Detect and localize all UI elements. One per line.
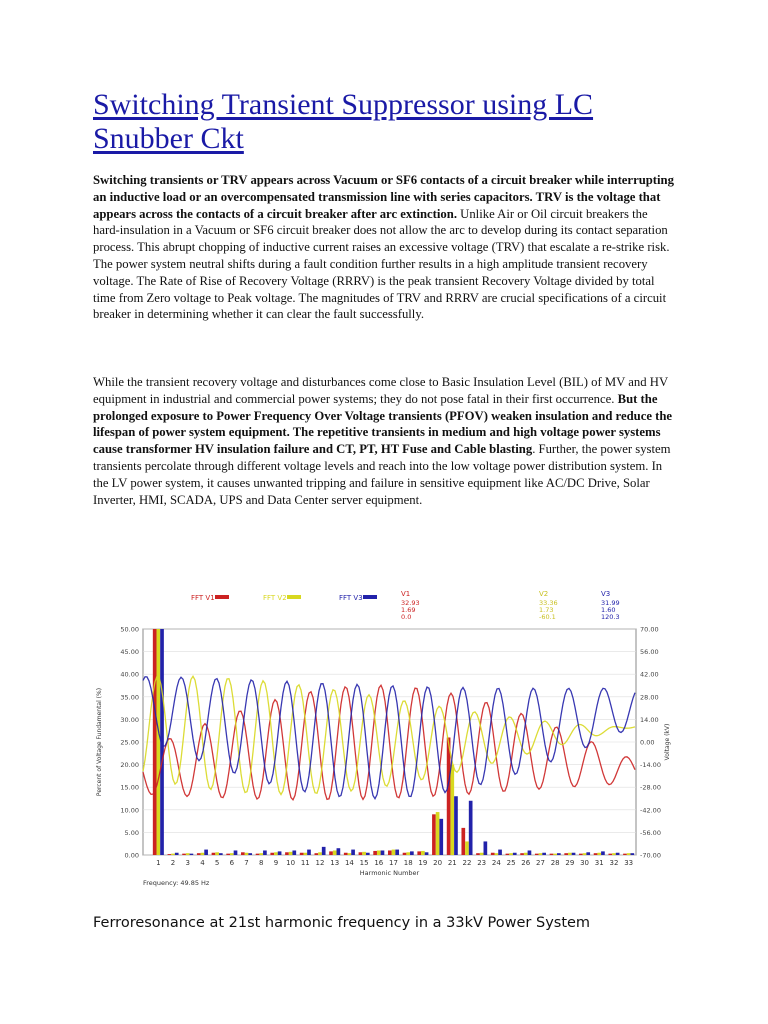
x-tick-label: 4: [200, 859, 205, 867]
article: [93, 88, 683, 507]
bar-fft-v2-h25: [509, 853, 513, 855]
bar-fft-v1-h29: [564, 853, 568, 855]
x-tick-label: 28: [550, 859, 560, 867]
x-tick-label: 19: [418, 859, 428, 867]
y2-axis-label: Voltage (kV): [664, 723, 671, 761]
legend-label-2: FFT V2: [263, 594, 287, 602]
paragraph-trv-rest: Unlike Air or Oil circuit breakers the hard-insulation in a Vacuum or SF6 circuit breaker does not allow the arc to develop during its contact separation process. This abrupt chopping of inductive current raises an excessive voltage (TRV) that escalate a re-strike risk. The power system neutral shifts during a fault condition further results in a high amplitude transient recovery voltage. The Rate of Rise of Recovery Voltage (RRRV) is the peak transient Recovery Voltage divided by total time from Zero voltage to Peak voltage. The magnitudes of TRV and RRRV are crucial specifications of a circuit breaker in determining whether it can clear the fault successfully.: [93, 206, 670, 322]
bar-fft-v2-h24: [495, 853, 499, 855]
paragraph-transients-start: While the transient recovery voltage and disturbances come close to Basic Insulation Level (BIL) of MV and HV equipment in industrial and commercial power systems; they do not pose fatal in their first occurrence.: [93, 375, 668, 406]
bar-fft-v1-h6: [226, 854, 230, 855]
bar-fft-v2-h6: [230, 853, 234, 855]
bar-fft-v3-h16: [381, 850, 385, 855]
bar-fft-v3-h30: [586, 852, 590, 855]
y2-tick-label: -56.00: [640, 828, 661, 837]
bar-fft-v3-h24: [498, 850, 502, 855]
bar-fft-v2-h17: [392, 850, 396, 855]
bar-fft-v2-h4: [201, 853, 205, 855]
x-tick-label: 16: [374, 859, 384, 867]
bar-fft-v3-h5: [219, 853, 223, 855]
bar-fft-v2-h19: [421, 851, 425, 855]
bar-fft-v3-h21: [454, 796, 458, 855]
y-tick-label: 5.00: [124, 828, 139, 837]
bar-fft-v3-h20: [439, 819, 443, 855]
bar-fft-v1-h16: [373, 851, 377, 855]
bar-fft-v1-h2: [168, 854, 172, 855]
readout-name-2: V2: [539, 590, 549, 598]
bar-fft-v2-h16: [377, 850, 381, 855]
bar-fft-v2-h26: [524, 853, 528, 855]
bar-fft-v3-h31: [601, 851, 605, 855]
x-tick-label: 29: [565, 859, 575, 867]
x-tick-label: 18: [403, 859, 413, 867]
readout-value-1-3: 0.0: [401, 613, 412, 621]
x-tick-label: 25: [506, 859, 516, 867]
x-tick-label: 8: [258, 859, 264, 867]
bar-fft-v3-h15: [366, 853, 370, 855]
y-tick-label: 10.00: [120, 806, 139, 815]
x-tick-label: 30: [580, 859, 590, 867]
bar-fft-v1-h14: [344, 853, 348, 855]
y2-tick-label: -70.00: [640, 851, 661, 860]
bar-fft-v2-h14: [348, 853, 352, 855]
bar-fft-v1-h32: [608, 854, 612, 855]
x-tick-label: 10: [286, 859, 296, 867]
bar-fft-v1-h26: [520, 853, 524, 855]
bar-fft-v1-h17: [388, 850, 392, 855]
bar-fft-v3-h14: [351, 850, 355, 855]
bar-fft-v3-h18: [410, 851, 414, 855]
x-tick-label: 22: [462, 859, 472, 867]
x-tick-label: 23: [477, 859, 487, 867]
figure-caption: Ferroresonance at 21st harmonic frequency in a 33kV Power System: [93, 915, 591, 931]
bar-fft-v2-h30: [583, 853, 587, 855]
y2-tick-label: 70.00: [640, 625, 659, 634]
y2-tick-label: -42.00: [640, 806, 661, 815]
bar-fft-v1-h19: [417, 851, 421, 855]
bar-fft-v1-h33: [623, 854, 627, 855]
bar-fft-v1-h25: [506, 854, 510, 855]
harmonic-chart: [91, 587, 675, 892]
bar-fft-v2-h22: [465, 841, 469, 855]
bar-fft-v3-h32: [616, 853, 620, 855]
readout-name-1: V1: [401, 590, 411, 598]
bar-fft-v1-h27: [535, 854, 539, 855]
y-tick-label: 15.00: [120, 783, 139, 792]
bar-fft-v2-h9: [274, 852, 278, 855]
x-tick-label: 15: [359, 859, 369, 867]
bar-fft-v2-h8: [259, 853, 263, 855]
bar-fft-v3-h26: [528, 850, 532, 855]
x-tick-label: 3: [185, 859, 190, 867]
y-tick-label: 40.00: [120, 670, 139, 679]
readout-value-3-2: 1.60: [601, 606, 616, 614]
readout-value-2-1: 33.36: [539, 599, 558, 607]
frequency-label: Frequency: 49.85 Hz: [143, 879, 210, 887]
paragraph-trv-bold: Switching transients or TRV appears across Vacuum or SF6 contacts of a circuit breaker while interrupting an inductive load or an overcompensated transmission line with series capacitors. TRV is the voltage that appears across the contacts of a circuit breaker after arc extinction.: [93, 173, 674, 221]
bar-fft-v2-h27: [539, 853, 543, 855]
bar-fft-v1-h9: [270, 853, 274, 855]
bar-fft-v3-h28: [557, 853, 561, 855]
bar-fft-v1-h13: [329, 851, 333, 855]
y2-tick-label: 0.00: [640, 738, 655, 747]
x-tick-label: 26: [521, 859, 531, 867]
bar-fft-v2-h21: [450, 765, 454, 855]
readout-name-3: V3: [601, 590, 611, 598]
bar-fft-v1-h15: [359, 852, 363, 855]
x-tick-label: 31: [594, 859, 604, 867]
bar-fft-v3-h10: [292, 850, 296, 855]
y2-tick-label: -14.00: [640, 761, 661, 770]
bar-fft-v3-h11: [307, 850, 311, 855]
bar-fft-v3-h2: [175, 853, 179, 855]
x-tick-label: 12: [315, 859, 325, 867]
bar-fft-v1-h4: [197, 853, 201, 855]
readout-value-3-3: 120.3: [601, 613, 620, 621]
bar-fft-v2-h7: [245, 853, 249, 855]
bar-fft-v3-h3: [190, 854, 194, 855]
readout-value-2-3: -60.1: [539, 613, 556, 621]
article-title-link[interactable]: Switching Transient Suppressor using LC Snubber Ckt: [93, 88, 594, 155]
paragraph-trv: [93, 172, 677, 323]
bar-fft-v1-h8: [256, 854, 260, 855]
x-tick-label: 6: [229, 859, 235, 867]
bar-fft-v3-h12: [322, 847, 326, 855]
bar-fft-v1-h28: [550, 854, 554, 855]
bar-fft-v2-h12: [318, 852, 322, 855]
x-tick-label: 17: [389, 859, 398, 867]
x-tick-label: 1: [156, 859, 161, 867]
y2-tick-label: 42.00: [640, 670, 659, 679]
legend-swatch-1: [215, 595, 229, 599]
bar-fft-v1-h22: [461, 828, 465, 855]
paragraph-transients: [93, 374, 677, 508]
legend-label-1: FFT V1: [191, 594, 215, 602]
y-axis-label: Percent of Voltage Fundamental (%): [96, 687, 103, 797]
bar-fft-v2-h29: [568, 853, 572, 855]
bar-fft-v3-h33: [630, 853, 634, 855]
bar-fft-v3-h25: [513, 853, 517, 855]
bar-fft-v2-h15: [362, 852, 366, 855]
harmonic-chart-svg: [91, 587, 675, 887]
bar-fft-v1-h31: [594, 853, 598, 855]
x-tick-label: 24: [491, 859, 501, 867]
bar-fft-v2-h18: [406, 852, 410, 855]
paragraph-transients-rest: . Further, the power system transients percolate through different voltage levels and reach into the low voltage power distribution system. In the LV power system, it causes unwanted tripping and failure in sensitive equipment like AC/DC Drive, Solar Inverter, HMI, SCADA, UPS and Data Center server equipment.: [93, 442, 671, 507]
bar-fft-v2-h32: [612, 853, 616, 855]
readout-value-2-2: 1.73: [539, 606, 554, 614]
bar-fft-v2-h2: [171, 854, 175, 855]
x-tick-label: 5: [214, 859, 220, 867]
bar-fft-v3-h22: [469, 801, 473, 855]
bar-fft-v3-h4: [204, 850, 208, 855]
bar-fft-v3-h23: [484, 841, 488, 855]
y2-tick-label: 28.00: [640, 693, 659, 702]
x-tick-label: 20: [433, 859, 443, 867]
legend-swatch-2: [287, 595, 301, 599]
legend-label-3: FFT V3: [339, 594, 363, 602]
x-tick-label: 9: [273, 859, 279, 867]
y-tick-label: 20.00: [120, 761, 139, 770]
bar-fft-v3-h7: [248, 853, 252, 855]
y-tick-label: 35.00: [120, 693, 139, 702]
bar-fft-v1-h5: [212, 853, 216, 855]
readout-value-1-1: 32.93: [401, 599, 420, 607]
x-tick-label: 7: [244, 859, 249, 867]
bar-fft-v2-h5: [215, 852, 219, 855]
paragraph-transients-bold: But the prolonged exposure to Power Frequency Over Voltage transients (PFOV) weaken insulation and reduce the lifespan of power system equipment. The repetitive transients in medium and high voltage power systems cause transformer HV insulation failure and CT, PT, HT Fuse and Cable blasting: [93, 391, 673, 457]
bar-fft-v1-h7: [241, 852, 245, 855]
y2-tick-label: 56.00: [640, 648, 659, 657]
x-tick-label: 14: [344, 859, 354, 867]
bar-fft-v3-h27: [542, 853, 546, 855]
bar-fft-v3-h17: [395, 850, 399, 855]
x-tick-label: 27: [536, 859, 545, 867]
y2-tick-label: 14.00: [640, 715, 659, 724]
bar-fft-v3-h6: [234, 850, 238, 855]
bar-fft-v1-h12: [315, 853, 319, 855]
bar-fft-v3-h9: [278, 851, 282, 855]
bar-fft-v2-h28: [553, 854, 557, 855]
bar-fft-v3-h8: [263, 850, 267, 855]
readout-value-1-2: 1.69: [401, 606, 416, 614]
bar-fft-v2-h13: [333, 850, 337, 855]
bar-fft-v1-h21: [447, 737, 451, 855]
bar-fft-v1-h1: [153, 629, 157, 855]
bar-fft-v2-h10: [289, 852, 293, 855]
bar-fft-v3-h13: [337, 848, 341, 855]
x-tick-label: 32: [609, 859, 619, 867]
bar-fft-v2-h3: [186, 853, 190, 855]
bar-fft-v2-h23: [480, 853, 484, 855]
bar-fft-v1-h11: [300, 853, 304, 855]
bar-fft-v1-h10: [285, 852, 289, 855]
bar-fft-v2-h31: [597, 853, 601, 855]
y-tick-label: 25.00: [120, 738, 139, 747]
readout-value-3-1: 31.99: [601, 599, 620, 607]
y-tick-label: 0.00: [124, 851, 139, 860]
bar-fft-v2-h20: [436, 812, 440, 855]
bar-fft-v1-h30: [579, 854, 583, 855]
legend-swatch-3: [363, 595, 377, 599]
bar-fft-v2-h33: [627, 853, 631, 855]
x-tick-label: 2: [170, 859, 176, 867]
x-tick-label: 11: [300, 859, 310, 867]
x-tick-label: 13: [330, 859, 340, 867]
bar-fft-v1-h3: [182, 854, 186, 855]
y-tick-label: 45.00: [120, 648, 139, 657]
bar-fft-v3-h29: [572, 853, 576, 855]
bar-fft-v2-h11: [303, 853, 307, 855]
bar-fft-v2-h1: [157, 629, 161, 855]
bar-fft-v1-h23: [476, 853, 480, 855]
bar-fft-v1-h24: [491, 853, 495, 855]
bar-fft-v3-h19: [425, 852, 429, 855]
bar-fft-v1-h18: [403, 853, 407, 855]
x-tick-label: 21: [447, 859, 457, 867]
x-tick-label: 33: [624, 859, 634, 867]
y-tick-label: 30.00: [120, 715, 139, 724]
bar-fft-v1-h20: [432, 814, 436, 855]
x-axis-label: Harmonic Number: [359, 869, 420, 877]
y-tick-label: 50.00: [120, 625, 139, 634]
y2-tick-label: -28.00: [640, 783, 661, 792]
